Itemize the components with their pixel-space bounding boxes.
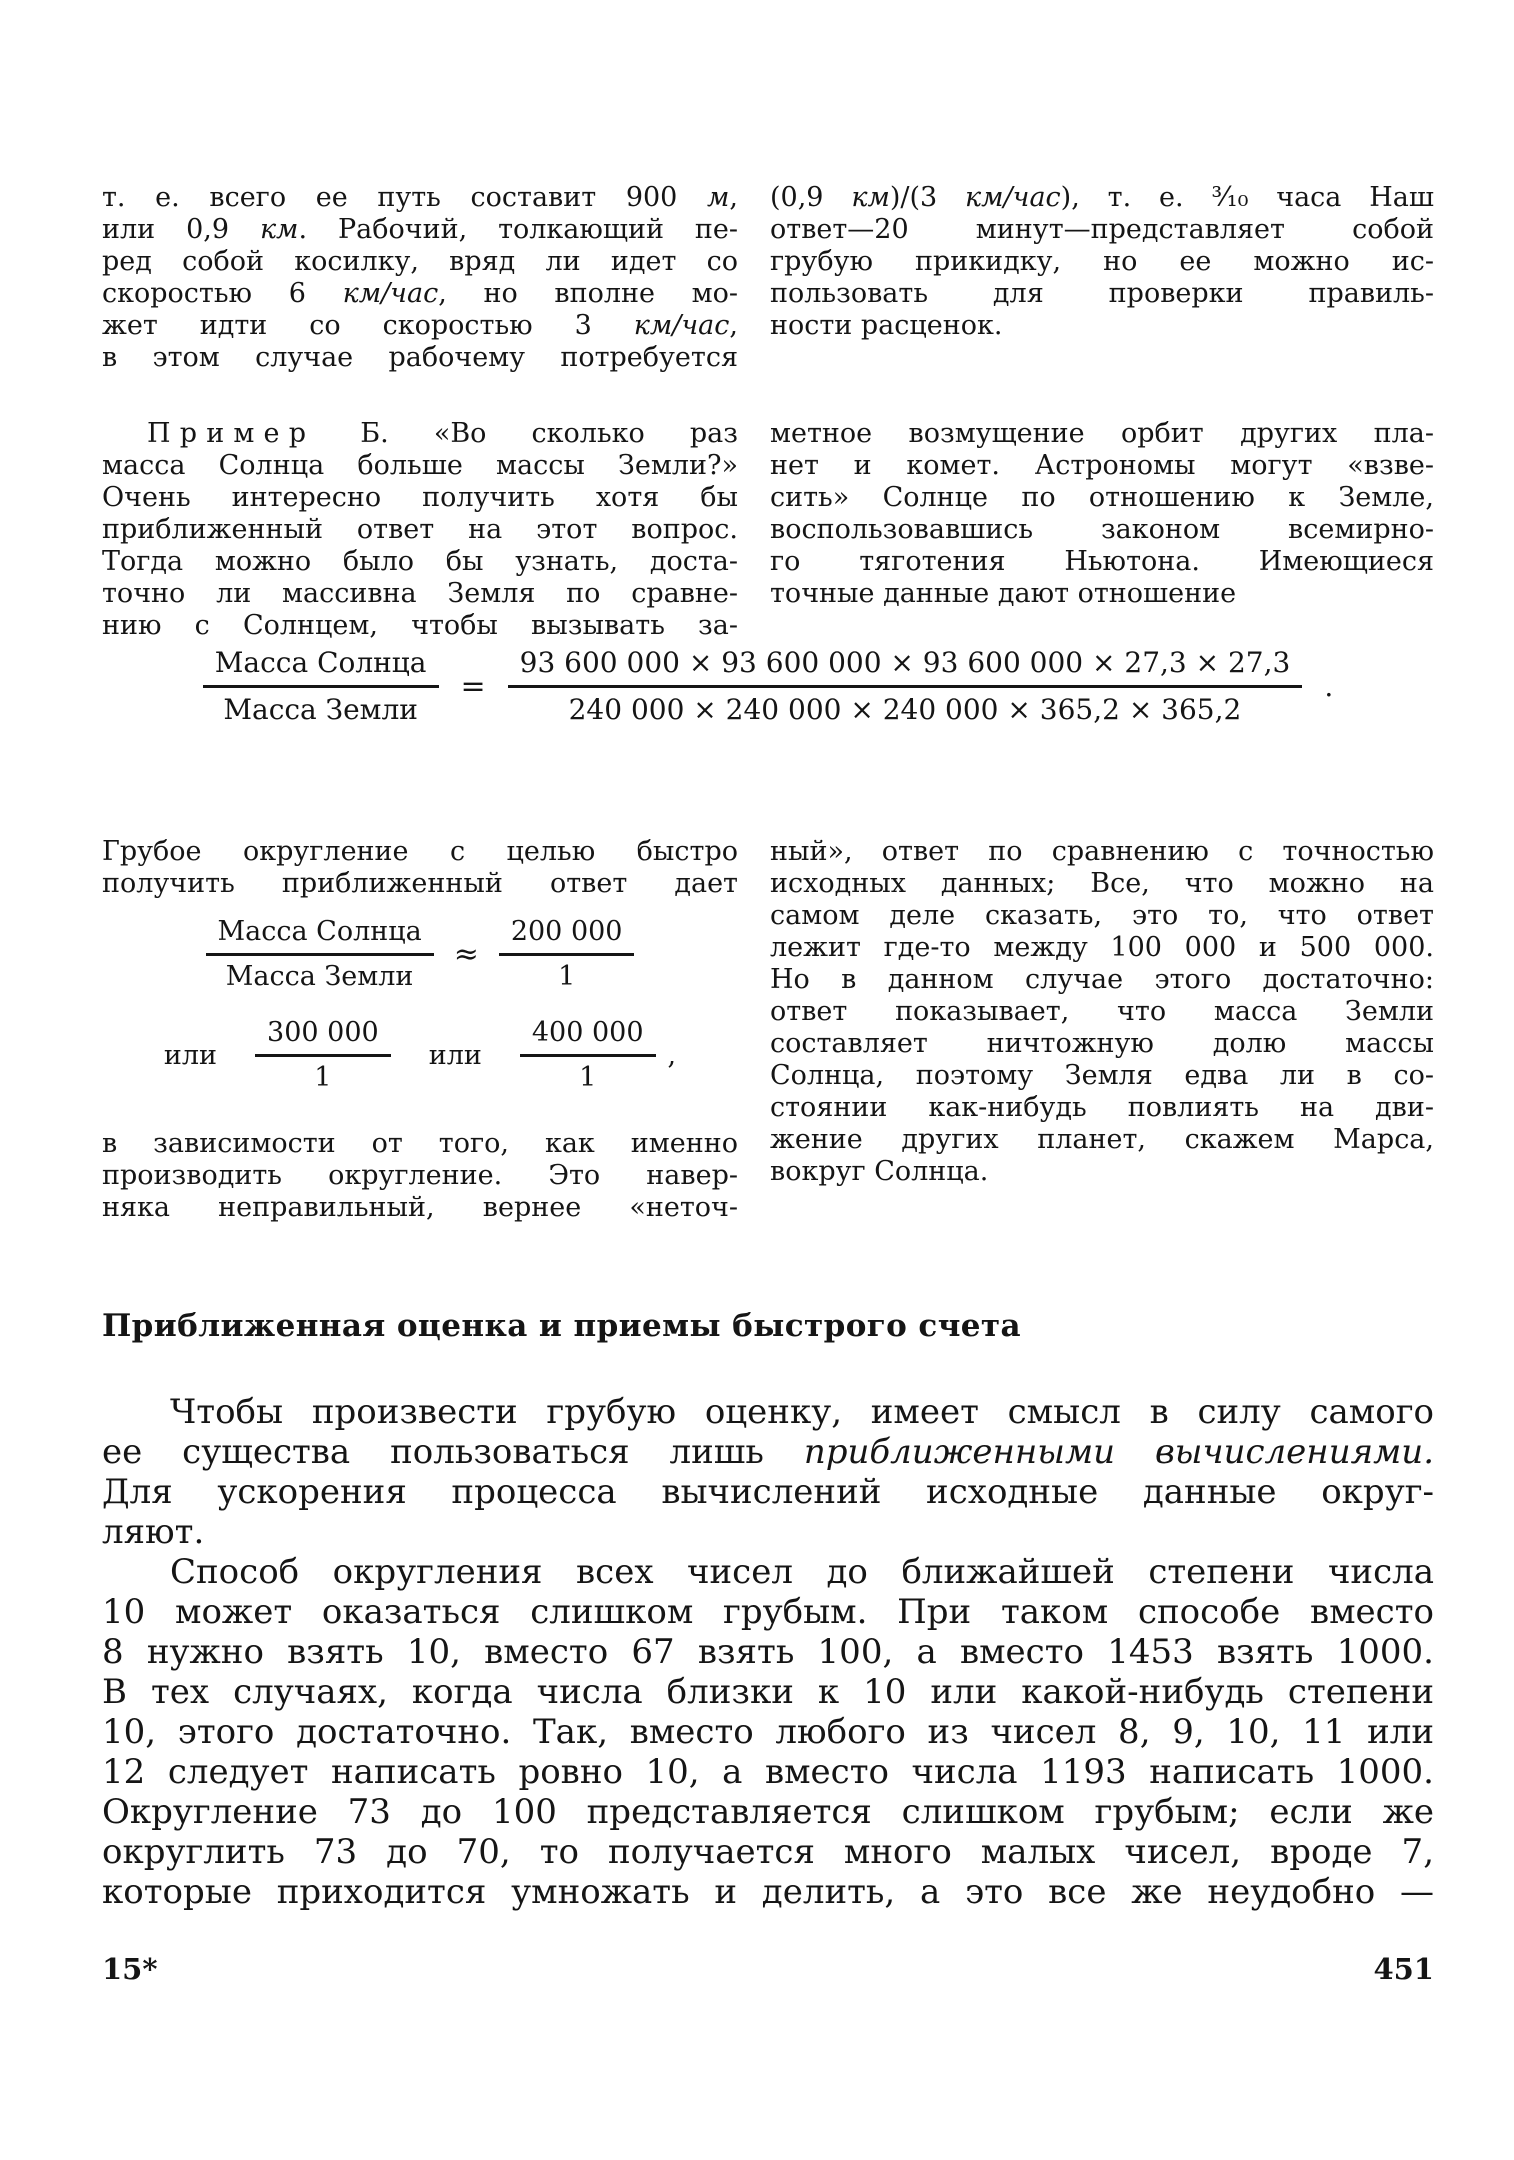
text-segment: воспользовавшись законом всемирно-	[770, 514, 1434, 545]
mass-ratio-lhs-fraction	[203, 646, 439, 727]
text-segment: стоянии как-нибудь повлиять на дви-	[770, 1092, 1434, 1123]
text-line	[102, 610, 738, 642]
text-segment: лежит где-то между 100 000 и 500 000.	[770, 932, 1434, 963]
fraction-numerator: Масса Солнца	[206, 916, 434, 956]
text-segment: Но в данном случае этого достаточно:	[770, 964, 1434, 995]
text-line	[770, 1028, 1434, 1060]
text-segment: самом деле сказать, это то, что ответ	[770, 900, 1434, 931]
text-segment: ,	[729, 182, 738, 213]
text-segment: Солнца, поэтому Земля едва ли в со-	[770, 1060, 1434, 1091]
paragraph-rough-rounding	[102, 836, 738, 900]
text-segment: метное возмущение орбит других пла-	[770, 418, 1434, 449]
fraction-numerator: 200 000	[499, 916, 635, 956]
text-line	[770, 278, 1434, 310]
paragraph-inexact-answer	[770, 836, 1434, 1188]
signature-mark: 15*	[102, 1952, 158, 1986]
text-line	[102, 1792, 1434, 1832]
paragraph-answer-estimate	[770, 182, 1434, 342]
equals-sign: =	[460, 668, 486, 704]
approx-rhs-fraction	[499, 916, 635, 993]
text-segment: 10 может оказаться слишком грубым. При таком способе вместо	[102, 1592, 1434, 1632]
fraction-denominator: 1	[579, 1062, 597, 1093]
text-line	[102, 1752, 1434, 1792]
text-line	[102, 278, 738, 310]
text-line	[770, 182, 1434, 214]
text-line	[102, 1432, 1434, 1472]
text-segment: точно ли массивна Земля по сравне-	[102, 578, 738, 609]
text-line	[102, 546, 738, 578]
italic-text-segment: км	[851, 182, 890, 213]
italic-text-segment: км/час	[965, 182, 1061, 213]
text-line	[102, 1592, 1434, 1632]
fraction-numerator: 400 000	[520, 1017, 656, 1057]
page-footer	[102, 1952, 1434, 1986]
text-line	[770, 1156, 1434, 1188]
text-segment: исходных данных; Все, что можно на	[770, 868, 1434, 899]
text-line	[102, 1712, 1434, 1752]
text-line	[102, 310, 738, 342]
text-segment: Тогда можно было бы узнать, доста-	[102, 546, 738, 577]
text-line	[102, 450, 738, 482]
text-line	[770, 836, 1434, 868]
text-line	[102, 514, 738, 546]
fraction-denominator: 1	[558, 961, 576, 992]
fraction-numerator: Масса Солнца	[203, 646, 439, 688]
top-columns	[102, 182, 1434, 642]
text-segment: ответ—20 минут—представляет собой	[770, 214, 1434, 245]
mass-ratio-equation	[102, 646, 1434, 727]
text-line	[770, 868, 1434, 900]
text-segment: 8 нужно взять 10, вместо 67 взять 100, а вместо 1453 взять 1000.	[102, 1632, 1434, 1672]
text-segment: приближенный ответ на этот вопрос.	[102, 514, 738, 545]
italic-text-segment: м	[707, 182, 730, 213]
paragraph-depending-on-rounding	[102, 1128, 738, 1224]
text-segment: го тяготения Ньютона. Имеющиеся	[770, 546, 1434, 577]
text-segment: , но вполне мо-	[438, 278, 738, 309]
alt-fraction-400000	[520, 1017, 656, 1094]
text-line	[770, 246, 1434, 278]
or-word: или	[163, 1039, 218, 1071]
text-segment: составляет ничтожную долю массы	[770, 1028, 1434, 1059]
text-line	[102, 1512, 1434, 1552]
text-segment: ответ показывает, что масса Земли	[770, 996, 1434, 1027]
text-segment: 10, этого достаточно. Так, вместо любого из чисел 8, 9, 10, 11 или	[102, 1712, 1434, 1752]
text-line	[102, 182, 738, 214]
italic-text-segment: км/час	[633, 310, 730, 341]
text-segment: Округление 73 до 100 представляется слишком грубым; если же	[102, 1792, 1434, 1832]
italic-text-segment: км	[259, 214, 299, 245]
text-line	[102, 1392, 1434, 1432]
alternative-ratios-line	[102, 1017, 738, 1094]
text-line	[102, 1472, 1434, 1512]
text-segment: жет идти со скоростью 3	[102, 310, 634, 341]
text-line	[770, 900, 1434, 932]
text-line	[102, 1128, 738, 1160]
italic-text-segment: приближенными вычислениями.	[803, 1432, 1435, 1472]
text-segment: в зависимости от того, как именно	[102, 1128, 738, 1159]
approx-sign: ≈	[453, 936, 479, 972]
fraction-denominator: 1	[314, 1062, 332, 1093]
text-segment: Грубое округление с целью быстро	[102, 836, 738, 867]
bottom-right-column	[770, 836, 1434, 1224]
text-segment: ред собой косилку, вряд ли идет со	[102, 246, 738, 277]
text-segment: нет и комет. Астрономы могут «взве-	[770, 450, 1434, 481]
text-line	[102, 1160, 738, 1192]
top-left-column	[102, 182, 738, 642]
text-line	[770, 214, 1434, 246]
text-line	[770, 578, 1434, 610]
equation-comma: ,	[667, 1039, 677, 1071]
fraction-denominator: 240 000 × 240 000 × 240 000 × 365,2 × 365,2	[568, 693, 1242, 726]
text-segment: которые приходится умножать и делить, а это все же неудобно —	[102, 1872, 1434, 1912]
text-line	[102, 1632, 1434, 1672]
text-segment: 12 следует написать ровно 10, а вместо числа 1193 написать 1000.	[102, 1752, 1434, 1792]
text-segment: масса Солнца больше массы Земли?»	[102, 450, 738, 481]
text-segment: . Рабочий, толкающий пе-	[298, 214, 739, 245]
text-line	[770, 546, 1434, 578]
bottom-text-block	[102, 1392, 1434, 1912]
text-segment: производить округление. Это навер-	[102, 1160, 738, 1191]
text-line	[770, 964, 1434, 996]
text-line	[102, 1672, 1434, 1712]
text-segment: пользовать для проверки правиль-	[770, 278, 1434, 309]
text-line	[770, 514, 1434, 546]
text-line	[102, 418, 738, 450]
approx-ratio-equation	[102, 916, 738, 993]
text-segment: сить» Солнце по отношению к Земле,	[770, 482, 1434, 513]
bottom-left-column	[102, 836, 738, 1224]
text-segment: ), т. е. ³⁄₁₀ часа Наш	[1060, 182, 1434, 213]
text-segment: округлить 73 до 70, то получается много малых чисел, вроде 7,	[102, 1832, 1434, 1872]
fraction-denominator: Масса Земли	[225, 961, 414, 992]
page-number: 451	[1373, 1952, 1434, 1986]
italic-text-segment: км/час	[342, 278, 439, 309]
text-line	[102, 1192, 738, 1224]
text-segment: ,	[729, 310, 738, 341]
text-line	[770, 482, 1434, 514]
text-line	[102, 214, 738, 246]
text-line	[102, 482, 738, 514]
paragraph-rounding-method	[102, 1552, 1434, 1912]
text-segment: или 0,9	[102, 214, 260, 245]
text-line	[770, 418, 1434, 450]
fraction-denominator: Масса Земли	[223, 693, 418, 726]
text-segment: ляют.	[102, 1512, 205, 1552]
paragraph-rough-estimate-intro	[102, 1392, 1434, 1552]
text-segment: )/(3	[889, 182, 966, 213]
letterspaced-text-segment: Пример	[147, 418, 316, 449]
fraction-numerator: 93 600 000 × 93 600 000 × 93 600 000 × 27,3 × 27,3	[508, 646, 1303, 688]
text-segment: Для ускорения процесса вычислений исходные данные округ-	[102, 1472, 1434, 1512]
text-segment: ный», ответ по сравнению с точностью	[770, 836, 1434, 867]
paragraph-mower-speed	[102, 182, 738, 374]
fraction-numerator: 300 000	[255, 1017, 391, 1057]
text-segment: скоростью 6	[102, 278, 343, 309]
text-line	[102, 342, 738, 374]
text-segment: ее существа пользоваться лишь	[102, 1432, 804, 1472]
text-segment: жение других планет, скажем Марса,	[770, 1124, 1434, 1155]
text-line	[770, 310, 1434, 342]
text-line	[770, 996, 1434, 1028]
text-segment: в этом случае рабочему потребуется	[102, 342, 738, 373]
paragraph-example-b	[102, 418, 738, 642]
text-line	[102, 246, 738, 278]
text-segment: нию с Солнцем, чтобы вызывать за-	[102, 610, 738, 641]
or-word: или	[428, 1039, 482, 1071]
text-segment: ности расценок.	[770, 310, 1003, 341]
text-line	[102, 1552, 1434, 1592]
alt-fraction-300000	[255, 1017, 391, 1094]
text-segment: Б. «Во сколько раз	[315, 418, 738, 449]
text-segment: (0,9	[770, 182, 852, 213]
text-line	[102, 578, 738, 610]
approx-lhs-fraction	[206, 916, 434, 993]
text-line	[102, 836, 738, 868]
text-segment: получить приближенный ответ дает	[102, 868, 738, 899]
text-segment: Очень интересно получить хотя бы	[102, 482, 738, 513]
text-segment: Чтобы произвести грубую оценку, имеет смысл в силу самого	[170, 1392, 1434, 1432]
text-line	[770, 1124, 1434, 1156]
paragraph-astronomers	[770, 418, 1434, 610]
text-segment: т. е. всего ее путь составит 900	[102, 182, 708, 213]
section-heading: Приближенная оценка и приемы быстрого счета	[102, 1308, 1022, 1344]
text-line	[770, 1060, 1434, 1092]
text-line	[102, 1872, 1434, 1912]
top-right-column	[770, 182, 1434, 642]
text-line	[102, 868, 738, 900]
text-line	[770, 932, 1434, 964]
text-segment: Способ округления всех чисел до ближайшей степени числа	[170, 1552, 1434, 1592]
equation-period: .	[1324, 669, 1334, 703]
text-segment: грубую прикидку, но ее можно ис-	[770, 246, 1434, 277]
text-line	[770, 1092, 1434, 1124]
text-line	[770, 450, 1434, 482]
text-segment: точные данные дают отношение	[770, 578, 1237, 609]
text-line	[102, 1832, 1434, 1872]
text-segment: няка неправильный, вернее «неточ-	[102, 1192, 738, 1223]
text-segment: В тех случаях, когда числа близки к 10 или какой-нибудь степени	[102, 1672, 1434, 1712]
bottom-columns	[102, 836, 1434, 1224]
text-segment: вокруг Солнца.	[770, 1156, 989, 1187]
mass-ratio-rhs-fraction	[508, 646, 1303, 727]
